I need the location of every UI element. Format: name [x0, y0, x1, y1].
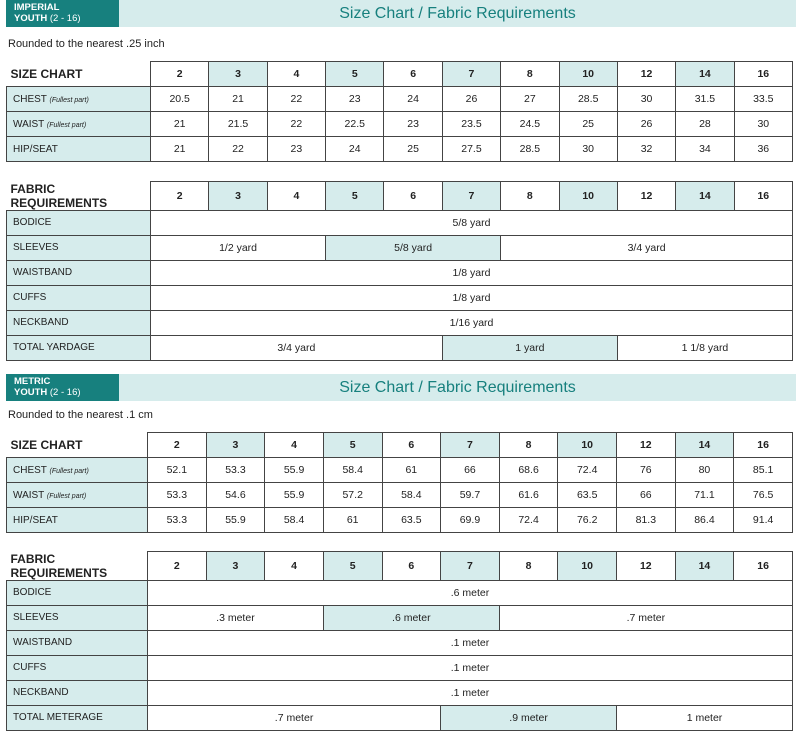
- imperial-header: [0, 0, 796, 27]
- fabric-value: .3 meter: [148, 605, 324, 630]
- measurement-value: 25: [384, 137, 442, 162]
- metric-rounded-note: Rounded to the nearest .1 cm: [8, 409, 153, 421]
- measurement-name: WAIST: [13, 489, 45, 501]
- fabric-row-label: NECKBAND: [7, 680, 148, 705]
- measurement-value: 58.4: [265, 508, 324, 533]
- measurement-value: 76.2: [558, 508, 617, 533]
- size-header: 2: [148, 433, 207, 458]
- size-header: 6: [384, 62, 442, 87]
- measurement-value: 28.5: [501, 137, 559, 162]
- size-header: 12: [617, 62, 675, 87]
- size-header: 4: [267, 62, 325, 87]
- table-row: [7, 112, 793, 137]
- size-header: 4: [265, 552, 324, 581]
- measurement-value: 91.4: [734, 508, 793, 533]
- measurement-value: 22: [209, 137, 267, 162]
- measurement-value: 59.7: [441, 483, 500, 508]
- fabric-value: .6 meter: [323, 605, 499, 630]
- measurement-label: [7, 112, 151, 137]
- table-row: [7, 310, 793, 335]
- measurement-note: (Fullest part): [49, 96, 89, 104]
- measurement-value: 20.5: [151, 87, 209, 112]
- imperial-tag: [6, 0, 119, 27]
- size-chart-label: SIZE CHART: [7, 62, 151, 87]
- measurement-value: 30: [617, 87, 675, 112]
- measurement-value: 66: [617, 483, 676, 508]
- measurement-label: [7, 458, 148, 483]
- fabric-value: 1 meter: [617, 705, 793, 730]
- table-row: [7, 580, 793, 605]
- metric-fabric-table: [6, 551, 793, 731]
- fabric-row-label: CUFFS: [7, 655, 148, 680]
- measurement-value: 58.4: [382, 483, 441, 508]
- measurement-value: 28: [676, 112, 734, 137]
- measurement-value: 22: [267, 112, 325, 137]
- metric-tag-line1: METRIC: [14, 376, 51, 387]
- measurement-value: 55.9: [265, 458, 324, 483]
- size-header: 7: [441, 552, 500, 581]
- metric-tag-range: (2 - 16): [49, 387, 81, 398]
- fabric-value: .6 meter: [148, 580, 793, 605]
- measurement-value: 55.9: [265, 483, 324, 508]
- table-row: [7, 458, 793, 483]
- measurement-value: 80: [675, 458, 734, 483]
- table-row: [7, 605, 793, 630]
- table-row: [7, 483, 793, 508]
- fabric-value: 1/2 yard: [151, 235, 326, 260]
- table-row: [7, 62, 793, 87]
- measurement-name: CHEST: [13, 93, 47, 105]
- fabric-value: 1/16 yard: [151, 310, 793, 335]
- measurement-value: 72.4: [558, 458, 617, 483]
- measurement-note: (Fullest part): [49, 467, 89, 475]
- size-header: 3: [206, 552, 265, 581]
- fabric-row-label: SLEEVES: [7, 605, 148, 630]
- table-row: [7, 285, 793, 310]
- measurement-value: 24: [384, 87, 442, 112]
- table-row: [7, 182, 793, 211]
- imperial-fabric-table: [6, 181, 793, 361]
- size-header: 4: [265, 433, 324, 458]
- size-header: 8: [499, 552, 558, 581]
- measurement-value: 25: [559, 112, 617, 137]
- measurement-value: 21: [209, 87, 267, 112]
- size-header: 2: [151, 182, 209, 211]
- size-chart-label: SIZE CHART: [7, 433, 148, 458]
- imperial-title: Size Chart / Fabric Requirements: [119, 0, 796, 27]
- size-header: 12: [617, 433, 676, 458]
- fabric-value: 1/8 yard: [151, 285, 793, 310]
- imperial-rounded-note: Rounded to the nearest .25 inch: [8, 38, 165, 50]
- size-header: 5: [323, 552, 382, 581]
- measurement-value: 22: [267, 87, 325, 112]
- table-row: [7, 235, 793, 260]
- fabric-requirements-label: FABRIC REQUIREMENTS: [7, 552, 148, 581]
- imperial-tag-line2: YOUTH: [14, 13, 48, 24]
- metric-title: Size Chart / Fabric Requirements: [119, 374, 796, 401]
- measurement-value: 63.5: [558, 483, 617, 508]
- fabric-row-label: WAISTBAND: [7, 630, 148, 655]
- size-header: 6: [384, 182, 442, 211]
- size-header: 16: [734, 552, 793, 581]
- size-header: 5: [323, 433, 382, 458]
- metric-section: [0, 374, 800, 741]
- size-header: 6: [382, 552, 441, 581]
- size-header: 8: [499, 433, 558, 458]
- size-header: 10: [559, 62, 617, 87]
- measurement-value: 85.1: [734, 458, 793, 483]
- measurement-label: [7, 483, 148, 508]
- measurement-value: 53.3: [148, 508, 207, 533]
- measurement-value: 61: [323, 508, 382, 533]
- measurement-value: 27: [501, 87, 559, 112]
- size-header: 8: [501, 182, 559, 211]
- fabric-value: .1 meter: [148, 680, 793, 705]
- size-header: 6: [382, 433, 441, 458]
- size-header: 3: [209, 62, 267, 87]
- fabric-value: .1 meter: [148, 630, 793, 655]
- fabric-value: 5/8 yard: [326, 235, 501, 260]
- imperial-size-table: [6, 61, 793, 162]
- measurement-value: 54.6: [206, 483, 265, 508]
- fabric-value: 1 yard: [442, 335, 617, 360]
- measurement-value: 21: [151, 137, 209, 162]
- measurement-value: 23.5: [442, 112, 500, 137]
- measurement-name: HIP/SEAT: [13, 143, 58, 155]
- measurement-value: 57.2: [323, 483, 382, 508]
- measurement-value: 33.5: [734, 87, 792, 112]
- table-row: [7, 335, 793, 360]
- fabric-value: .1 meter: [148, 655, 793, 680]
- fabric-value: 1/8 yard: [151, 260, 793, 285]
- measurement-value: 63.5: [382, 508, 441, 533]
- fabric-row-label: WAISTBAND: [7, 260, 151, 285]
- size-header: 16: [734, 182, 792, 211]
- table-row: [7, 210, 793, 235]
- measurement-value: 26: [617, 112, 675, 137]
- fabric-requirements-label: FABRIC REQUIREMENTS: [7, 182, 151, 211]
- imperial-section: [0, 0, 800, 362]
- table-row: [7, 630, 793, 655]
- table-row: [7, 87, 793, 112]
- measurement-value: 22.5: [326, 112, 384, 137]
- size-header: 3: [209, 182, 267, 211]
- table-row: [7, 260, 793, 285]
- table-row: [7, 137, 793, 162]
- size-header: 7: [442, 182, 500, 211]
- measurement-value: 34: [676, 137, 734, 162]
- fabric-row-label: BODICE: [7, 580, 148, 605]
- fabric-value: .7 meter: [499, 605, 792, 630]
- measurement-value: 58.4: [323, 458, 382, 483]
- fabric-row-label: TOTAL YARDAGE: [7, 335, 151, 360]
- measurement-value: 27.5: [442, 137, 500, 162]
- size-header: 16: [734, 62, 792, 87]
- measurement-label: [7, 137, 151, 162]
- fabric-row-label: BODICE: [7, 210, 151, 235]
- measurement-note: (Fullest part): [46, 121, 87, 129]
- size-header: 10: [559, 182, 617, 211]
- measurement-value: 21: [151, 112, 209, 137]
- fabric-value: 5/8 yard: [151, 210, 793, 235]
- metric-size-table: [6, 432, 793, 533]
- table-row: [7, 680, 793, 705]
- measurement-value: 61.6: [499, 483, 558, 508]
- measurement-value: 71.1: [675, 483, 734, 508]
- measurement-value: 21.5: [209, 112, 267, 137]
- fabric-row-label: SLEEVES: [7, 235, 151, 260]
- size-header: 2: [151, 62, 209, 87]
- measurement-value: 24.5: [501, 112, 559, 137]
- measurement-name: CHEST: [13, 464, 47, 476]
- measurement-value: 30: [559, 137, 617, 162]
- measurement-value: 76.5: [734, 483, 793, 508]
- measurement-value: 68.6: [499, 458, 558, 483]
- table-row: [7, 705, 793, 730]
- measurement-value: 69.9: [441, 508, 500, 533]
- measurement-value: 23: [326, 87, 384, 112]
- table-row: [7, 433, 793, 458]
- size-header: 3: [206, 433, 265, 458]
- size-header: 14: [675, 552, 734, 581]
- table-row: [7, 508, 793, 533]
- size-header: 4: [267, 182, 325, 211]
- measurement-value: 81.3: [617, 508, 676, 533]
- size-header: 7: [442, 62, 500, 87]
- metric-tag-line2: YOUTH: [14, 387, 48, 398]
- metric-tag: [6, 374, 119, 401]
- fabric-value: 3/4 yard: [501, 235, 793, 260]
- measurement-value: 55.9: [206, 508, 265, 533]
- measurement-label: [7, 508, 148, 533]
- measurement-value: 53.3: [148, 483, 207, 508]
- size-header: 7: [441, 433, 500, 458]
- imperial-tag-line1: IMPERIAL: [14, 2, 60, 13]
- measurement-value: 66: [441, 458, 500, 483]
- fabric-row-label: NECKBAND: [7, 310, 151, 335]
- imperial-tag-range: (2 - 16): [49, 13, 81, 24]
- table-row: [7, 552, 793, 581]
- fabric-value: .7 meter: [148, 705, 441, 730]
- measurement-value: 86.4: [675, 508, 734, 533]
- size-header: 5: [326, 182, 384, 211]
- size-header: 12: [617, 182, 675, 211]
- measurement-value: 26: [442, 87, 500, 112]
- measurement-value: 52.1: [148, 458, 207, 483]
- measurement-value: 61: [382, 458, 441, 483]
- measurement-note: (Fullest part): [46, 492, 87, 500]
- measurement-label: [7, 87, 151, 112]
- fabric-value: .9 meter: [441, 705, 617, 730]
- measurement-value: 30: [734, 112, 792, 137]
- size-header: 14: [676, 182, 734, 211]
- measurement-value: 31.5: [676, 87, 734, 112]
- size-header: 10: [558, 552, 617, 581]
- size-header: 8: [501, 62, 559, 87]
- fabric-row-label: TOTAL METERAGE: [7, 705, 148, 730]
- size-header: 12: [617, 552, 676, 581]
- fabric-value: 1 1/8 yard: [617, 335, 792, 360]
- size-header: 10: [558, 433, 617, 458]
- measurement-value: 72.4: [499, 508, 558, 533]
- measurement-value: 32: [617, 137, 675, 162]
- measurement-name: WAIST: [13, 118, 45, 130]
- size-header: 14: [676, 62, 734, 87]
- size-header: 2: [148, 552, 207, 581]
- size-header: 16: [734, 433, 793, 458]
- measurement-value: 24: [326, 137, 384, 162]
- measurement-name: HIP/SEAT: [13, 514, 58, 526]
- measurement-value: 23: [384, 112, 442, 137]
- measurement-value: 28.5: [559, 87, 617, 112]
- measurement-value: 53.3: [206, 458, 265, 483]
- metric-header: [0, 374, 796, 401]
- table-row: [7, 655, 793, 680]
- fabric-row-label: CUFFS: [7, 285, 151, 310]
- measurement-value: 36: [734, 137, 792, 162]
- measurement-value: 76: [617, 458, 676, 483]
- fabric-value: 3/4 yard: [151, 335, 443, 360]
- size-header: 5: [326, 62, 384, 87]
- measurement-value: 23: [267, 137, 325, 162]
- size-header: 14: [675, 433, 734, 458]
